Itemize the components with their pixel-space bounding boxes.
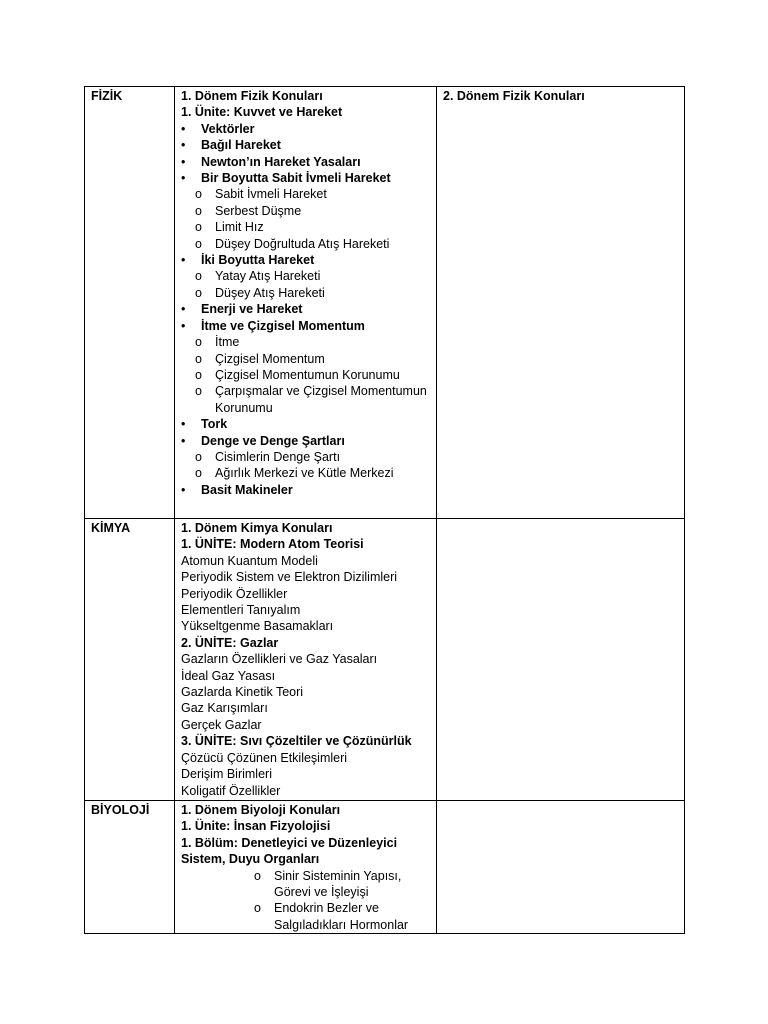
fizik-row xyxy=(85,87,685,519)
topic-line: Gerçek Gazlar xyxy=(181,717,262,732)
kimya-topics-cell xyxy=(175,519,437,801)
fizik-term2-title: 2. Dönem Fizik Konuları xyxy=(437,87,685,519)
topic-line: Gazlarda Kinetik Teori xyxy=(181,685,304,700)
fizik-topics-cell xyxy=(175,87,437,519)
fizik-term1-title: 1. Dönem Fizik Konuları xyxy=(181,89,323,103)
fizik-topic-list xyxy=(181,121,430,498)
topic-line: İdeal Gaz Yasası xyxy=(181,668,276,683)
biyoloji-heading-line: 1. Bölüm: Denetleyici ve Düzenleyici Sistem, Duyu Organları xyxy=(181,835,398,867)
subject-cell-biyoloji: BİYOLOJİ xyxy=(85,801,175,934)
biyoloji-heading-line: 1. Ünite: İnsan Fizyolojisi xyxy=(181,819,331,834)
biyoloji-heading-lines xyxy=(181,802,430,868)
subtopic-item: o İtme xyxy=(181,334,430,350)
subtopic-item: o Yatay Atış Hareketi xyxy=(181,268,430,284)
topic-line: Koligatif Özellikler xyxy=(181,783,281,798)
subtopic-item: o Endokrin Bezler ve Salgıladıkları Hormonlar xyxy=(181,900,430,933)
subtopic-item: o Düşey Doğrultuda Atış Hareketi xyxy=(181,236,430,252)
topic-item: • İki Boyutta Hareket xyxy=(181,252,430,268)
topic-item: • Enerji ve Hareket xyxy=(181,301,430,317)
subtopic-item: o Çarpışmalar ve Çizgisel Momentumun Korunumu xyxy=(181,383,430,416)
topic-line: Periyodik Özellikler xyxy=(181,586,288,601)
subtopic-item: o Düşey Atış Hareketi xyxy=(181,285,430,301)
biyoloji-heading-line: 1. Dönem Biyoloji Konuları xyxy=(181,803,341,817)
topic-item: • Basit Makineler xyxy=(181,482,430,498)
subtopic-item: o Ağırlık Merkezi ve Kütle Merkezi xyxy=(181,465,430,481)
topic-line: Gazların Özellikleri ve Gaz Yasaları xyxy=(181,652,378,667)
biyoloji-term2-cell xyxy=(437,801,685,934)
topic-item: • Bağıl Hareket xyxy=(181,137,430,153)
topic-item: • Denge ve Denge Şartları xyxy=(181,433,430,449)
kimya-term2-cell xyxy=(437,519,685,801)
topic-line: Çözücü Çözünen Etkileşimleri xyxy=(181,750,348,765)
unit-heading: 2. ÜNİTE: Gazlar xyxy=(181,635,279,650)
subject-cell-kimya: KİMYA xyxy=(85,519,175,801)
biyoloji-topics-cell xyxy=(175,801,437,934)
subtopic-item: o Çizgisel Momentumun Korunumu xyxy=(181,367,430,383)
subtopic-item: o Limit Hız xyxy=(181,219,430,235)
topic-line: Derişim Birimleri xyxy=(181,767,272,782)
topic-item: • Newton’ın Hareket Yasaları xyxy=(181,154,430,170)
topic-line: Periyodik Sistem ve Elektron Dizilimleri xyxy=(181,570,398,585)
kimya-term1-title: 1. Dönem Kimya Konuları xyxy=(181,521,333,535)
subject-cell-fizik: FİZİK xyxy=(85,87,175,519)
topic-line: Atomun Kuantum Modeli xyxy=(181,553,318,568)
subtopic-item: o Cisimlerin Denge Şartı xyxy=(181,449,430,465)
topic-item: • Tork xyxy=(181,416,430,432)
subtopic-item: o Çizgisel Momentum xyxy=(181,351,430,367)
topic-line: Yükseltgenme Basamakları xyxy=(181,619,334,634)
subtopic-item: o Serbest Düşme xyxy=(181,203,430,219)
kimya-row xyxy=(85,519,685,801)
topic-item: • Vektörler xyxy=(181,121,430,137)
fizik-unit-title: 1. Ünite: Kuvvet ve Hareket xyxy=(181,105,343,120)
topic-line: Elementleri Tanıyalım xyxy=(181,603,301,618)
curriculum-table xyxy=(84,86,685,934)
biyoloji-row xyxy=(85,801,685,934)
biyoloji-subtopic-list xyxy=(181,868,430,934)
topic-line: Gaz Karışımları xyxy=(181,701,268,716)
unit-heading: 3. ÜNİTE: Sıvı Çözeltiler ve Çözünürlük xyxy=(181,734,412,749)
unit-heading: 1. ÜNİTE: Modern Atom Teorisi xyxy=(181,537,364,552)
topic-item: • İtme ve Çizgisel Momentum xyxy=(181,318,430,334)
topic-item: • Bir Boyutta Sabit İvmeli Hareket xyxy=(181,170,430,186)
subtopic-item: o Sabit İvmeli Hareket xyxy=(181,186,430,202)
subtopic-item: o Sinir Sisteminin Yapısı, Görevi ve İşleyişi xyxy=(181,868,430,901)
